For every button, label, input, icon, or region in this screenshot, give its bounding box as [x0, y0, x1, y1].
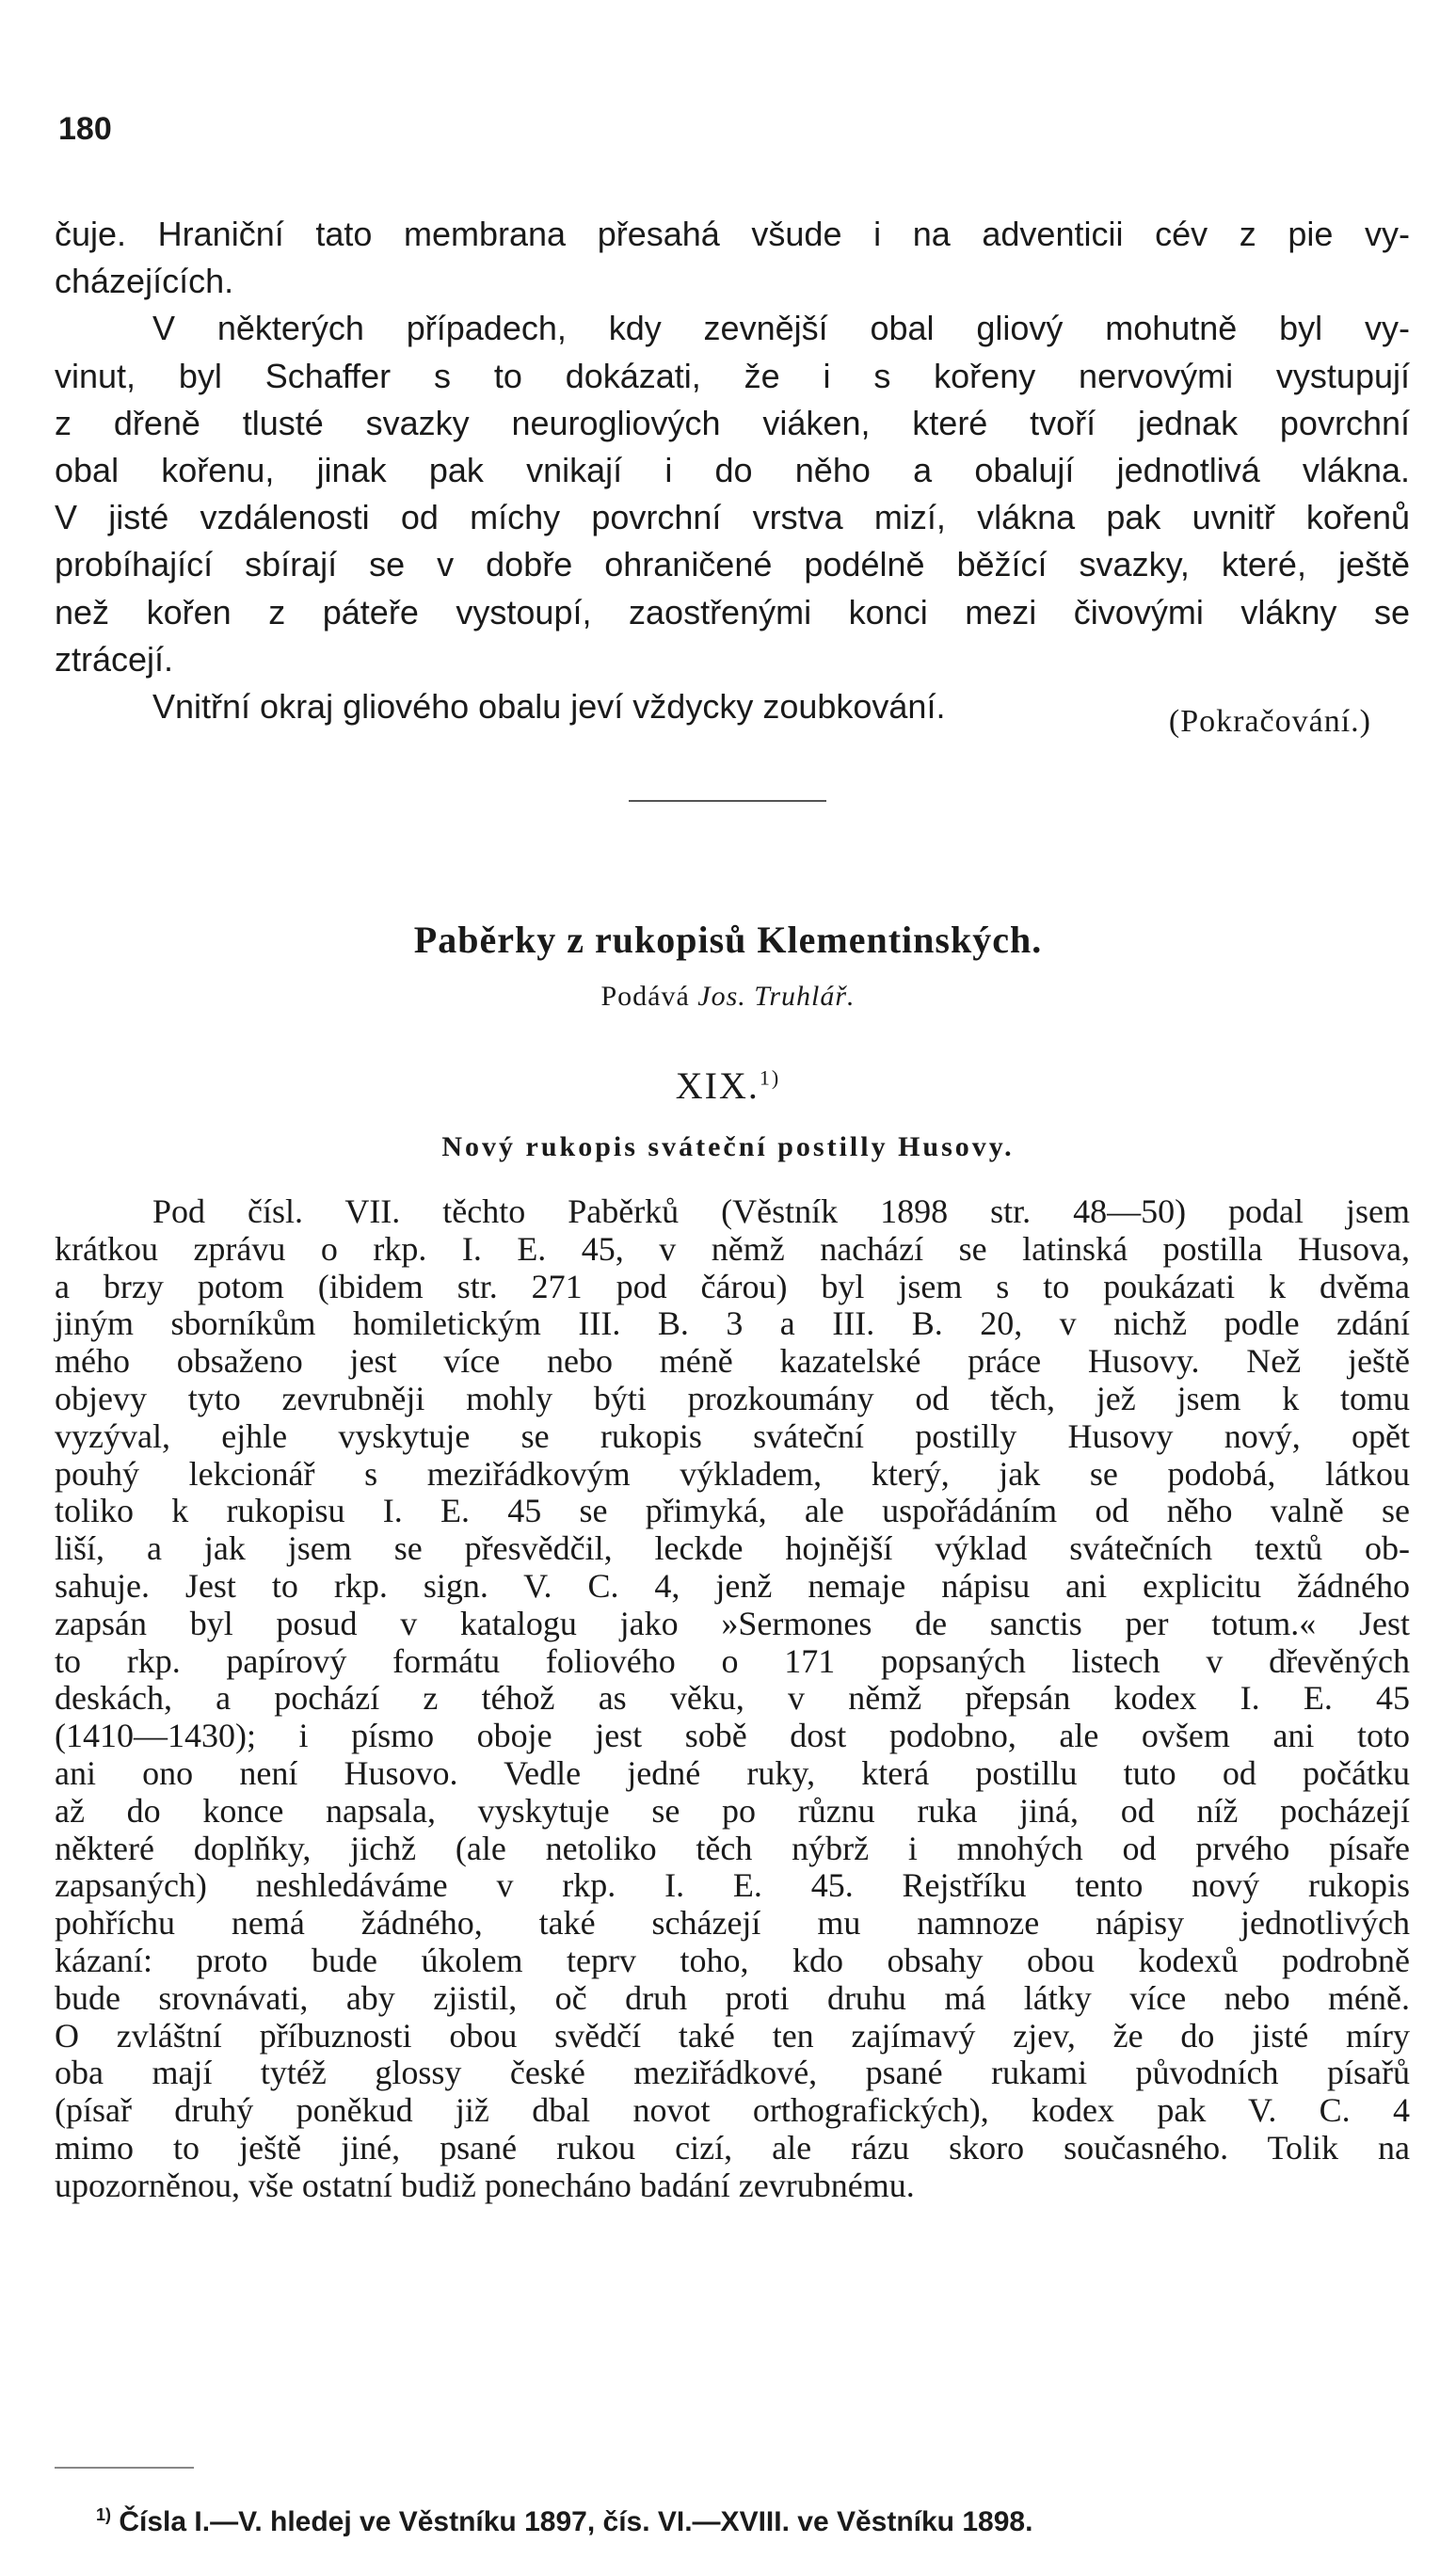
body-line: zapsán byl posud v katalogu jako »Sermones de sanctis per totum.« Jest [55, 1604, 1410, 1642]
body-line: mimo to ještě jiné, psané rukou cizí, ale rázu skoro současného. Tolik na [55, 2128, 1410, 2167]
body-line: (písař druhý poněkud již dbal novot orthografických), kodex pak V. C. 4 [55, 2091, 1410, 2130]
body-line: kázaní: proto bude úkolem teprv toho, kdo obsahy obou kodexů podrobně [55, 1941, 1410, 1979]
top-line-10: ztrácejí. [55, 639, 174, 679]
body-line: toliko k rukopisu I. E. 45 se přimyká, ale uspořádáním od něho valně se [55, 1492, 1410, 1530]
footnote-marker: 1) [96, 2505, 112, 2524]
body-line: Pod čísl. VII. těchto Paběrků (Věstník 1898 str. 48—50) podal jsem [152, 1192, 1410, 1230]
byline-prefix: Podává [600, 981, 690, 1012]
body-line: objevy tyto zevrubněji mohly býti prozkoumány od těch, jež jsem k tomu [55, 1379, 1410, 1417]
body-line: vyzýval, ejhle vyskytuje se rukopis sváteční postilly Husovy nový, opět [55, 1416, 1410, 1455]
section-number-text: XIX. [675, 1064, 760, 1107]
article-title: Paběrky z rukopisů Klementinských. [413, 919, 1043, 961]
body-line: pouhý lekcionář s meziřádkovým výkladem, který, jak se podobá, látkou [55, 1454, 1410, 1493]
body-line: až do konce napsala, vyskytuje se po různu ruka jiná, od níž pocházejí [55, 1791, 1410, 1830]
body-line: liší, a jak jsem se přesvědčil, leckde hojnější výklad svátečních textů ob- [55, 1529, 1410, 1568]
body-line: a brzy potom (ibidem str. 271 pod čárou) byl jsem s to poukázati k dvěma [55, 1267, 1410, 1305]
body-line: ani ono není Husovo. Vedle jedné ruky, která postillu tuto od počátku [55, 1753, 1410, 1792]
footnote-ref: 1) [759, 1065, 781, 1090]
top-line-11: Vnitřní okraj gliového obalu jeví vždycky zoubkování. [152, 687, 946, 727]
article-byline [0, 981, 1456, 1013]
top-line-9: než kořen z páteře vystoupí, zaostřenými konci mezi čivovými vlákny se [55, 592, 1410, 632]
top-line-8: probíhající sbírají se v dobře ohraničené podélně běžící svazky, které, ještě [55, 545, 1410, 584]
body-line: deskách, a pochází z téhož as věku, v němž přepsán kodex I. E. 45 [55, 1679, 1410, 1718]
body-line: krátkou zprávu o rkp. I. E. 45, v němž nachází se latinská postilla Husova, [55, 1229, 1410, 1268]
footnote-divider [55, 2467, 194, 2469]
section-divider [629, 800, 826, 802]
body-line: upozorněnou, vše ostatní budiž ponecháno badání zevrubnému. [55, 2166, 915, 2204]
article-body [55, 1193, 1410, 2205]
body-line: některé doplňky, jichž (ale netoliko těch nýbrž i mnohých od prvého písaře [55, 1829, 1410, 1867]
body-line: mého obsaženo jest více nebo méně kazatelské práce Husovy. Než ještě [55, 1342, 1410, 1381]
top-line-2: cházejících. [55, 262, 234, 301]
section-number [0, 1064, 1456, 1108]
body-line: jiným sborníkům homiletickým III. B. 3 a III. B. 20, v nichž podle zdání [55, 1304, 1410, 1343]
footnote [96, 2505, 1032, 2538]
page-number: 180 [58, 111, 112, 147]
top-line-5: z dřeně tlusté svazky neurogliových viáken, které tvoří jednak povrchní [55, 403, 1410, 442]
byline-author: Jos. Truhlář. [697, 981, 856, 1012]
footnote-text: Čísla I.—V. hledej ve Věstníku 1897, čís. VI.—XVIII. ve Věstníku 1898. [119, 2506, 1033, 2537]
top-line-1: čuje. Hraniční tato membrana přesahá všude i na adventicii cév z pie vy- [55, 215, 1410, 253]
body-line: oba mají tytéž glossy české meziřádkové, psané rukami původních písařů [55, 2054, 1410, 2092]
body-line: O zvláštní příbuznosti obou svědčí také ten zajímavý zjev, že do jisté míry [55, 2016, 1410, 2055]
body-line: to rkp. papírový formátu foliového o 171 popsaných listech v dřevěných [55, 1641, 1410, 1680]
article-subtitle: Nový rukopis sváteční postilly Husovy. [441, 1131, 1015, 1162]
body-line: (1410—1430); i písmo oboje jest sobě dost podobno, ale ovšem ani toto [55, 1717, 1410, 1755]
top-text [55, 211, 1410, 730]
top-line-7: V jisté vzdálenosti od míchy povrchní vrstva mizí, vlákna pak uvnitř kořenů [55, 498, 1410, 537]
body-line: sahuje. Jest to rkp. sign. V. C. 4, jenž nemaje nápisu ani explicitu žádného [55, 1566, 1410, 1605]
body-line: bude srovnávati, aby zjistil, oč druh proti druhu má látky více nebo méně. [55, 1978, 1410, 2017]
top-line-4: vinut, byl Schaffer s to dokázati, že i s kořeny nervovými vystupují [55, 356, 1410, 395]
top-line-6: obal kořenu, jinak pak vnikají i do něho a obalují jednotlivá vlákna. [55, 451, 1410, 490]
continuation-note: (Pokračování.) [1168, 704, 1371, 739]
body-line: pohříchu nemá žádného, také scházejí mu namnoze nápisy jednotlivých [55, 1904, 1410, 1943]
body-line: zapsaných) neshledáváme v rkp. I. E. 45. Rejstříku tento nový rukopis [55, 1866, 1410, 1905]
top-line-3: V některých případech, kdy zevnější obal gliový mohutně byl vy- [152, 309, 1410, 348]
